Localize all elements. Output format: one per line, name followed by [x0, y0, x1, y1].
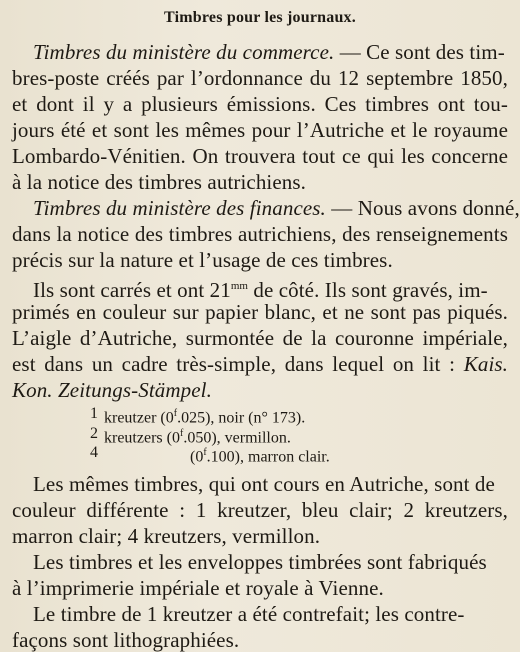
- paragraph-2-line-2: dans la notice des timbres autrichiens, des renseignements: [12, 222, 508, 246]
- text-run: .100), marron clair.: [206, 448, 330, 466]
- paragraph-1-line-6: à la notice des timbres autrichiens.: [12, 170, 307, 194]
- text-run: (0: [190, 448, 204, 466]
- text-run: (0: [162, 429, 180, 447]
- superscript: f: [179, 428, 184, 439]
- paragraph-5-line-1: Les timbres et les enveloppes timbrées sont fabriqués: [33, 550, 487, 574]
- stamp-description: [190, 444, 330, 466]
- text-run: Ils sont carrés et ont 21: [33, 278, 231, 302]
- paragraph-2-line-1: [33, 196, 520, 220]
- stamp-unit: kreutzers: [104, 429, 163, 447]
- section-heading: Timbres pour les journaux.: [164, 9, 356, 26]
- paragraph-3-line-3: L’aigle d’Autriche, surmontée de la couronne impériale,: [12, 326, 508, 350]
- paragraph-3-line-5: Kon. Zeitungs-Stämpel.: [12, 378, 212, 402]
- italic-term: Kais.: [463, 352, 508, 376]
- paragraph-6-line-1: Le timbre de 1 kreutzer a été contrefait; les contre-: [33, 602, 465, 626]
- paragraph-1-line-5: Lombardo-Vénitien. On trouvera tout ce qui les concerne: [12, 144, 508, 168]
- paragraph-1-line-1: [33, 40, 508, 64]
- text-run: — Nous avons donné,: [325, 196, 520, 220]
- paragraph-3-line-2: primés en couleur sur papier blanc, et ne sont pas piqués.: [12, 300, 508, 324]
- stamp-unit: kreutzer: [104, 409, 157, 427]
- italic-term: Timbres du ministère des finances.: [33, 196, 326, 220]
- superscript: mm: [230, 280, 248, 292]
- text-run: de côté. Ils sont gravés, im-: [248, 278, 488, 302]
- paragraph-6-line-2: façons sont lithographiées.: [12, 628, 240, 652]
- text-run: — Ce sont des tim-: [334, 40, 505, 64]
- italic-term: Timbres du ministère du commerce.: [33, 40, 335, 64]
- paragraph-1-line-3: et dont il y a plusieurs émissions. Ces timbres ont tou-: [12, 92, 508, 116]
- paragraph-3-line-4: [12, 352, 508, 376]
- paragraph-1-line-4: jours été et sont les mêmes pour l’Autriche et le royaume: [12, 118, 508, 142]
- stamp-value-number: 4: [90, 444, 98, 461]
- superscript: f: [203, 447, 207, 458]
- paragraph-5-line-2: à l’imprimerie impériale et royale à Vienne.: [12, 576, 384, 600]
- paragraph-4-line-3: marron clair; 4 kreutzers, vermillon.: [12, 524, 321, 548]
- text-run: (0: [156, 409, 174, 427]
- stamp-value-number: 1: [90, 405, 98, 422]
- text-run: .050), vermillon.: [183, 429, 291, 447]
- stamp-value-number: 2: [90, 425, 98, 442]
- paragraph-2-line-3: précis sur la nature et l’usage de ces timbres.: [12, 248, 393, 272]
- paragraph-3-line-1: [33, 274, 508, 302]
- paragraph-1-line-2: bres-poste créés par l’ordonnance du 12 septembre 1850,: [12, 66, 508, 90]
- stamp-description: [104, 405, 305, 427]
- paragraph-4-line-2: couleur différente : 1 kreutzer, bleu clair; 2 kreutzers,: [12, 498, 508, 522]
- text-run: .025), noir (n° 173).: [177, 409, 306, 427]
- superscript: f: [173, 408, 178, 419]
- paragraph-4-line-1: Les mêmes timbres, qui ont cours en Autriche, sont de: [33, 472, 495, 496]
- text-run: est dans un cadre très-simple, dans lequel on lit :: [12, 352, 464, 376]
